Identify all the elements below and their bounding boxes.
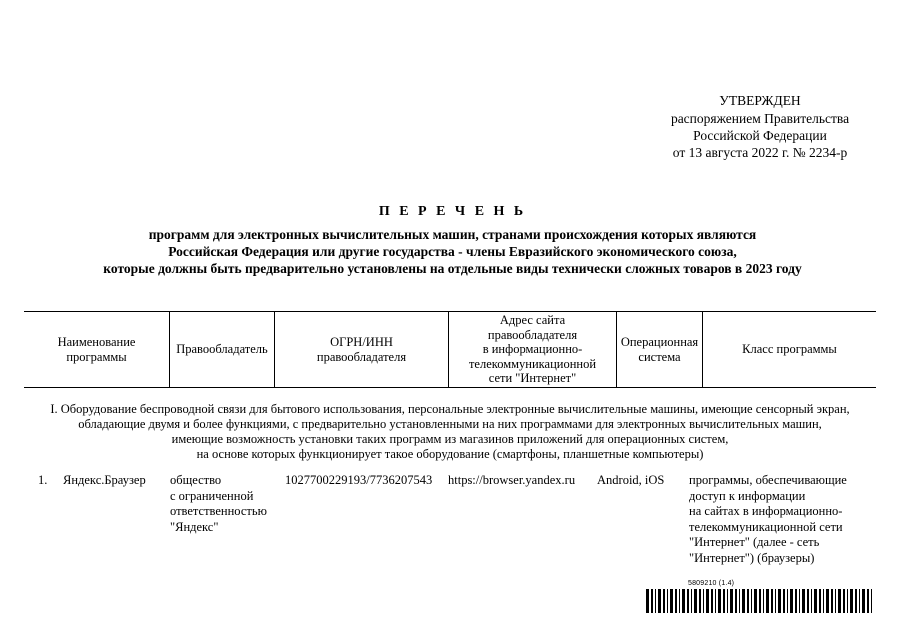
section-line: обладающие двумя и более функциями, с предварительно установленными на них программами для электронных вычислительных машин, xyxy=(78,417,822,431)
barcode-icon xyxy=(646,589,876,613)
header-line: Адрес сайта xyxy=(499,313,566,328)
column-header-class xyxy=(703,312,876,387)
owner-line: "Яндекс" xyxy=(170,519,219,534)
subtitle-line: Российская Федерация или другие государства - члены Евразийского экономического союза, xyxy=(168,244,737,259)
row-number: 1. xyxy=(38,473,48,487)
header-line: сети "Интернет" xyxy=(488,371,577,386)
row-owner xyxy=(170,473,280,535)
row-class xyxy=(689,473,879,566)
owner-line: ответственностью xyxy=(170,504,267,518)
header-line: Наименование xyxy=(57,335,136,349)
owner-line: с ограниченной xyxy=(170,488,254,503)
class-line: "Интернет" (далее - сеть xyxy=(689,535,820,549)
approval-block xyxy=(640,92,880,161)
subtitle-line: которые должны быть предварительно установлены на отдельные виды технически сложных товаров в 2023 году xyxy=(103,261,802,276)
header-line: в информационно- xyxy=(482,342,583,357)
subtitle-line: программ для электронных вычислительных машин, странами происхождения которых являются xyxy=(148,227,757,242)
table-header xyxy=(24,311,876,388)
row-os: Android, iOS xyxy=(597,473,665,487)
approval-date: от 13 августа 2022 г. № 2234-р xyxy=(672,145,848,160)
class-line: на сайтах в информационно- xyxy=(689,504,843,518)
section-line: на основе которых функционирует такое оборудование (смартфоны, планшетные компьютеры) xyxy=(196,447,704,461)
header-line: ОГРН/ИНН xyxy=(330,335,393,349)
header-line: система xyxy=(638,349,681,364)
approval-line: распоряжением Правительства xyxy=(670,111,850,126)
column-header-os xyxy=(617,312,703,387)
header-line: Операционная xyxy=(620,335,699,349)
class-line: доступ к информации xyxy=(689,488,806,503)
document-subtitle xyxy=(30,226,875,277)
header-line: правообладателя xyxy=(316,349,407,364)
column-header-site xyxy=(449,312,617,387)
section-line: I. Оборудование беспроводной связи для бытового использования, персональные электронные вычислительные машины, имеющие сенсорный экран, xyxy=(50,402,850,416)
header-line: Правообладатель xyxy=(176,342,268,357)
row-program-name: Яндекс.Браузер xyxy=(63,473,146,487)
row-ogrn: 1027700229193/7736207543 xyxy=(285,473,433,487)
section-heading xyxy=(24,402,876,462)
column-header-ogrn xyxy=(275,312,449,387)
column-header-owner xyxy=(170,312,275,387)
class-line: программы, обеспечивающие xyxy=(689,473,847,487)
header-line: правообладателя xyxy=(487,327,578,342)
owner-line: общество xyxy=(170,473,222,487)
approval-line: Российской Федерации xyxy=(693,128,827,143)
header-line: телекоммуникационной xyxy=(468,356,597,371)
document-heading: П Е Р Е Ч Е Н Ь xyxy=(378,204,527,219)
barcode-caption: 5809210 (1.4) xyxy=(688,580,735,587)
section-line: имеющие возможность установки таких программ из магазинов приложений для операционных систем, xyxy=(171,432,729,446)
header-line: программы xyxy=(66,349,127,364)
column-header-name xyxy=(24,312,170,387)
class-line: "Интернет") (браузеры) xyxy=(689,550,815,565)
class-line: телекоммуникационной сети xyxy=(689,519,843,534)
header-line: Класс программы xyxy=(742,342,837,357)
row-site: https://browser.yandex.ru xyxy=(448,473,576,487)
approval-title: УТВЕРЖДЕН xyxy=(719,93,801,108)
